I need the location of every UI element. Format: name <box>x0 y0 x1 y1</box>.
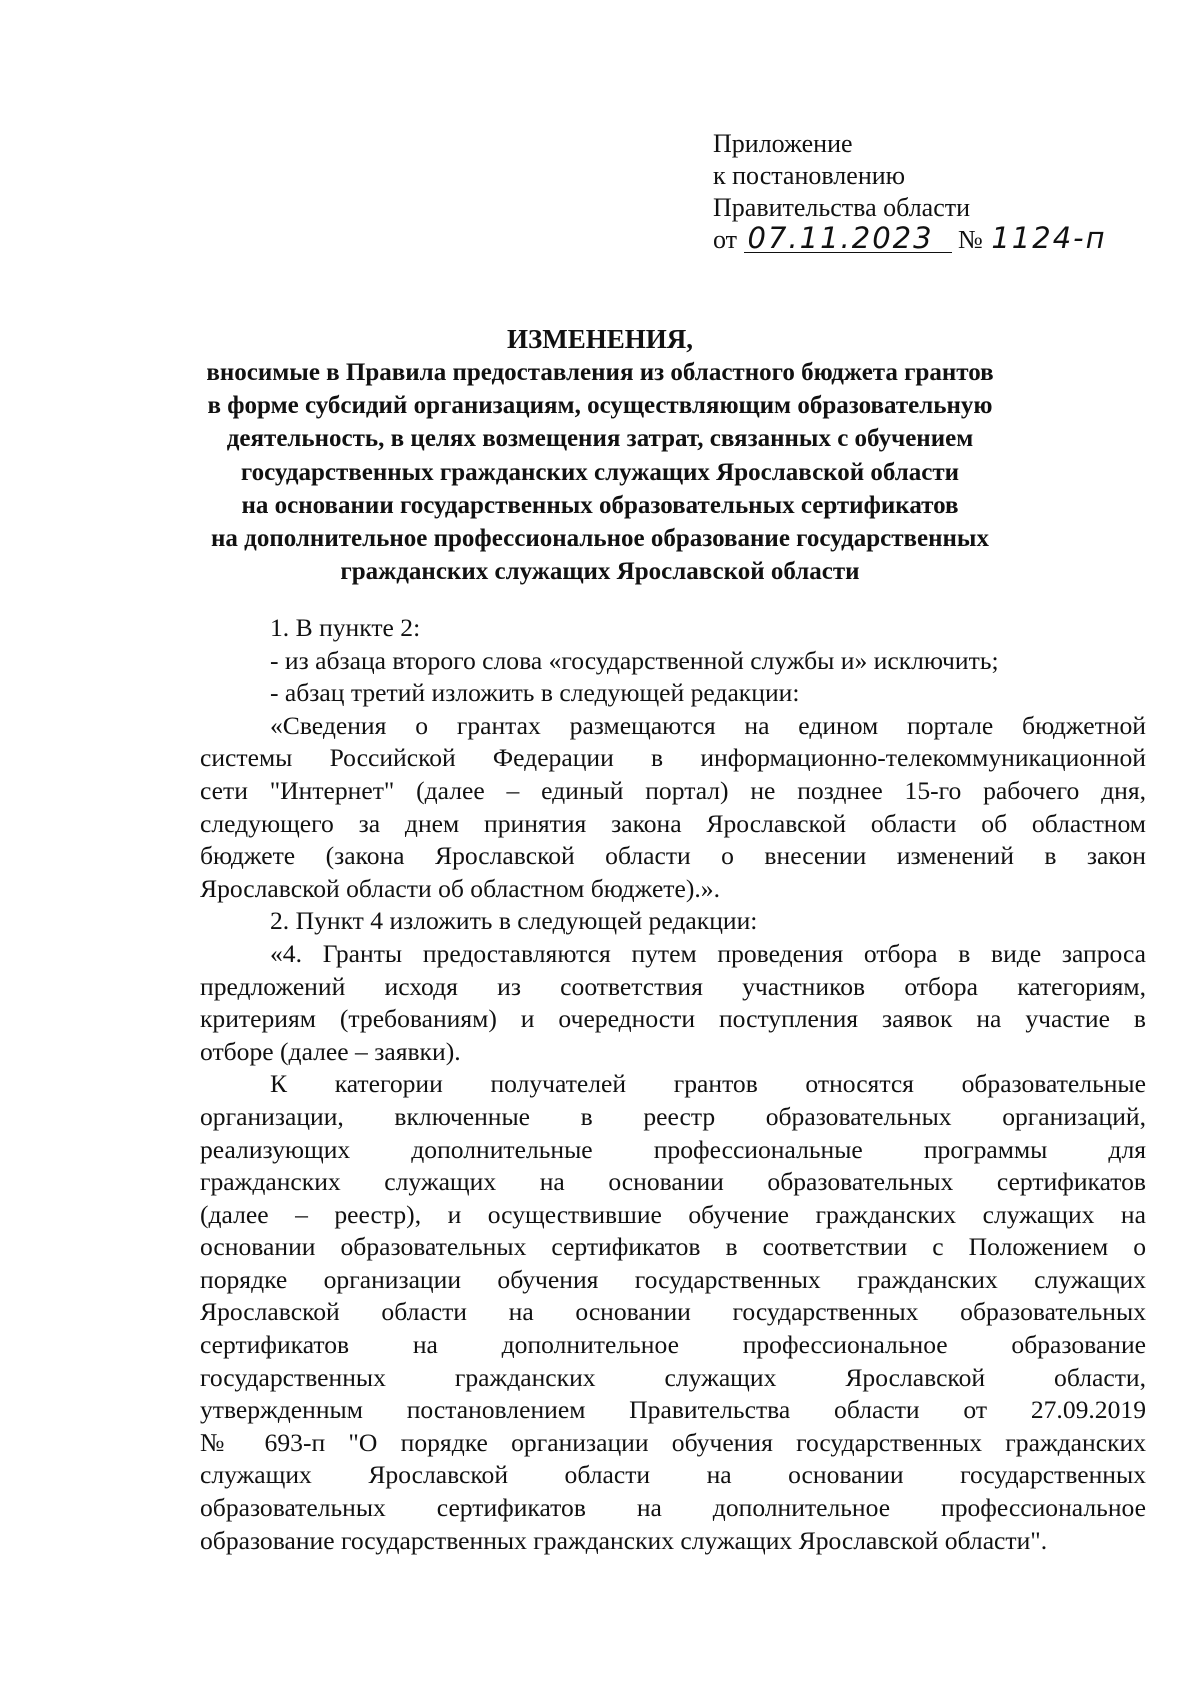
appendix-line-1: Приложение <box>713 129 853 158</box>
subtitle-line: на дополнительное профессиональное образование государственных <box>211 525 989 553</box>
body-line: образовательных сертификатов на дополнительное профессиональное <box>200 1493 1146 1523</box>
body-line: сертификатов на дополнительное профессиональное образование <box>200 1330 1146 1360</box>
document-body <box>200 612 1146 1557</box>
body-line: служащих Ярославской области на основании государственных <box>200 1460 1146 1490</box>
document-subtitle <box>150 356 1050 588</box>
appendix-line-3: Правительства области <box>713 193 971 222</box>
body-line: (далее – реестр), и осуществившие обучение гражданских служащих на <box>200 1199 1146 1229</box>
body-line: организации, включенные в реестр образовательных организаций, <box>200 1101 1146 1131</box>
handwritten-date: 07.11.2023 <box>744 224 952 253</box>
body-line: «Сведения о грантах размещаются на едином портале бюджетной <box>270 710 1146 740</box>
body-line: сети "Интернет" (далее – единый портал) не позднее 15-го рабочего дня, <box>200 775 1146 805</box>
appendix-date-number-line <box>713 221 1111 256</box>
body-line: следующего за днем принятия закона Ярославской области об областном <box>200 808 1146 838</box>
subtitle-line: государственных гражданских служащих Ярославской области <box>240 458 960 486</box>
body-line: основании образовательных сертификатов в соответствии с Положением о <box>200 1232 1146 1262</box>
body-line: К категории получателей грантов относятся образовательные <box>270 1069 1146 1099</box>
body-line: 1. В пункте 2: <box>270 613 421 642</box>
body-line: «4. Гранты предоставляются путем проведения отбора в виде запроса <box>270 938 1146 968</box>
body-line: порядке организации обучения государственных гражданских служащих <box>200 1264 1146 1294</box>
appendix-block <box>713 128 1111 256</box>
body-line: - абзац третий изложить в следующей редакции: <box>270 678 800 708</box>
subtitle-line: вносимые в Правила предоставления из областного бюджета грантов <box>206 359 994 386</box>
body-line: критериям (требованиям) и очередности поступления заявок на участие в <box>200 1004 1146 1034</box>
body-line: реализующих дополнительные профессиональные программы для <box>200 1134 1146 1164</box>
number-prefix: № <box>958 225 983 254</box>
body-line: утвержденным постановлением Правительства области от 27.09.2019 <box>200 1395 1146 1425</box>
body-line: государственных гражданских служащих Ярославской области, <box>200 1362 1146 1392</box>
body-line: № 693-п "О порядке организации обучения государственных гражданских <box>200 1427 1146 1457</box>
document-title: ИЗМЕНЕНИЯ, <box>506 324 693 354</box>
appendix-line-2: к постановлению <box>713 161 906 190</box>
subtitle-line: гражданских служащих Ярославской области <box>340 558 860 586</box>
body-line: предложений исходя из соответствия участников отбора категориям, <box>200 971 1146 1001</box>
body-line: отборе (далее – заявки). <box>200 1036 461 1066</box>
body-line: Ярославской области на основании государственных образовательных <box>200 1297 1146 1327</box>
body-line: гражданских служащих на основании образовательных сертификатов <box>200 1167 1146 1197</box>
body-line: образование государственных гражданских служащих Ярославской области". <box>200 1525 1048 1555</box>
body-line: бюджете (закона Ярославской области о внесении изменений в закон <box>200 841 1146 871</box>
body-line: Ярославской области об областном бюджете).». <box>200 873 720 903</box>
body-line: системы Российской Федерации в информационно-телекоммуникационной <box>200 743 1146 773</box>
subtitle-line: деятельность, в целях возмещения затрат, связанных с обучением <box>226 425 974 453</box>
subtitle-line: в форме субсидий организациям, осуществляющим образовательную <box>207 392 993 420</box>
body-line: 2. Пункт 4 изложить в следующей редакции: <box>270 906 758 936</box>
body-line: - из абзаца второго слова «государственной службы и» исключить; <box>270 645 999 675</box>
handwritten-number: 1124-п <box>991 221 1107 255</box>
subtitle-line: на основании государственных образовательных сертификатов <box>241 491 959 519</box>
date-prefix: от <box>713 225 738 254</box>
